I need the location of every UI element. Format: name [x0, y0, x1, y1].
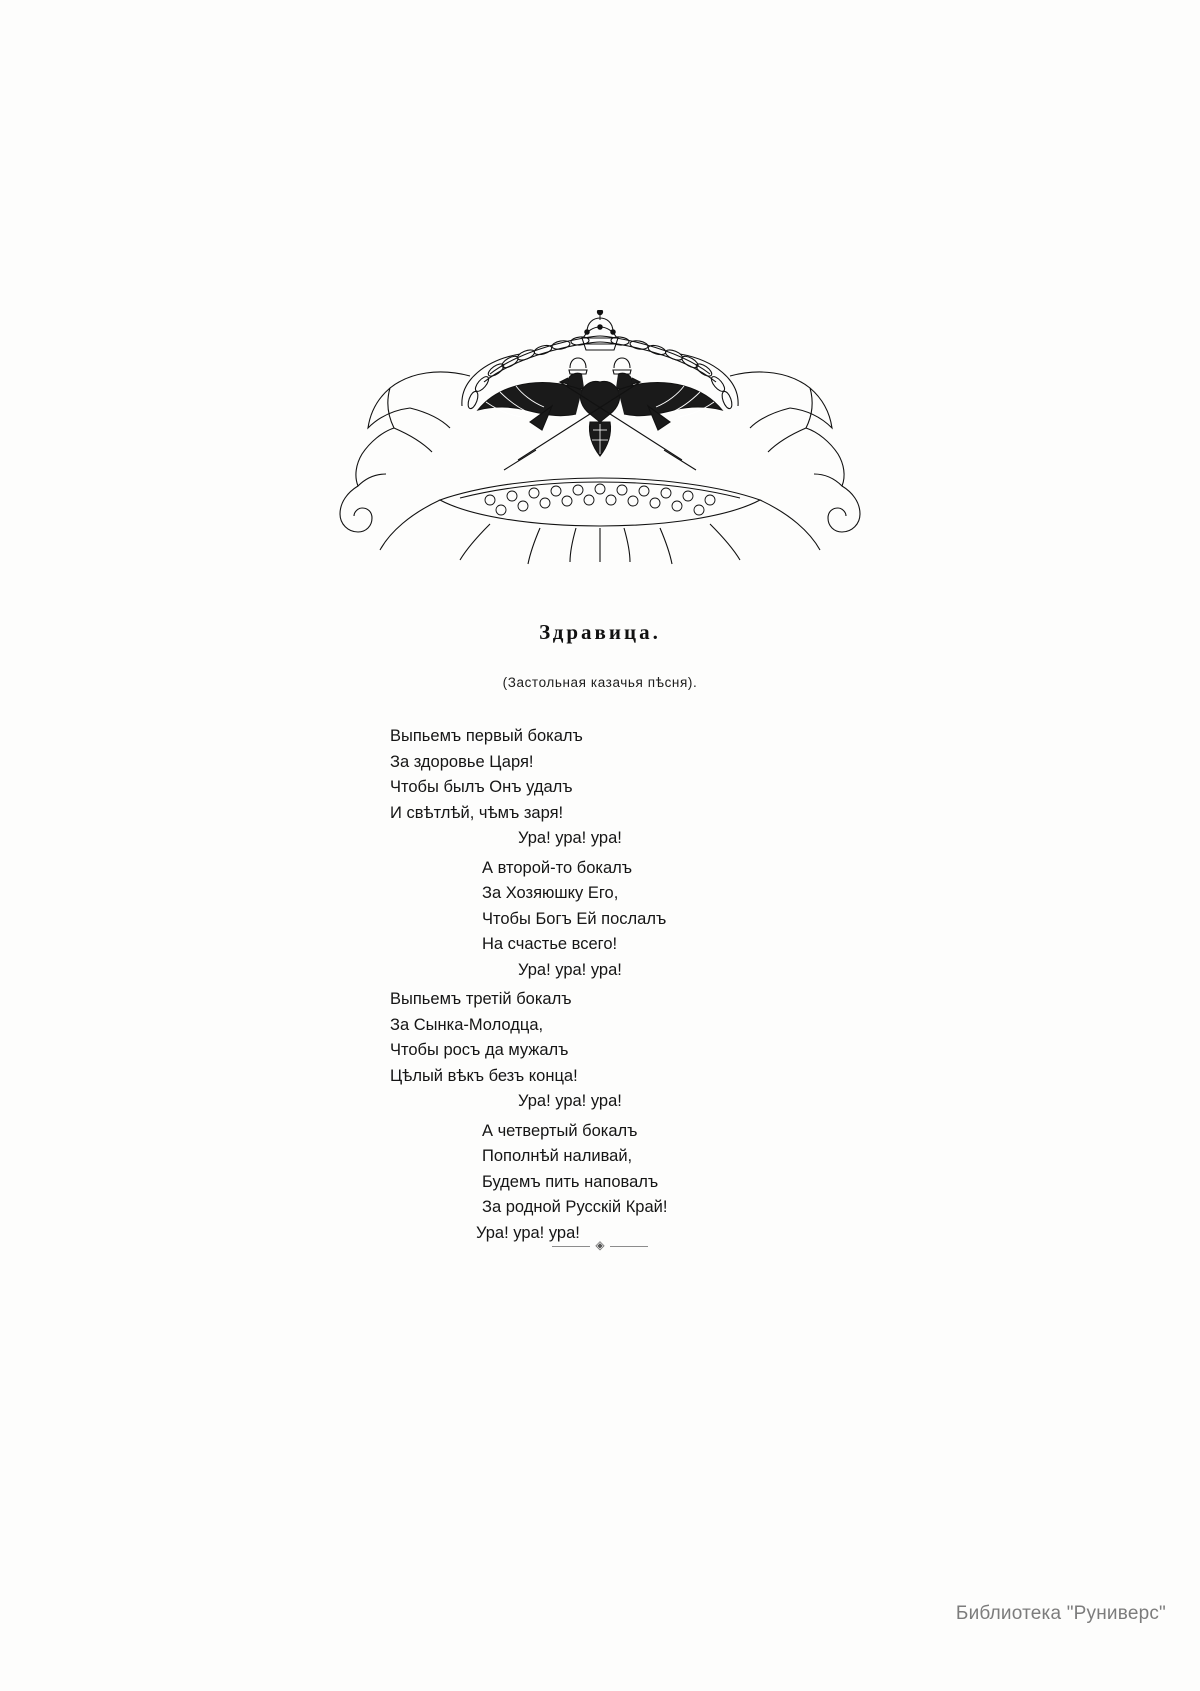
poem-line: Чтобы росъ да мужалъ [390, 1041, 569, 1059]
poem-line: За родной Русскій Край! [482, 1198, 668, 1216]
stanza [390, 987, 810, 1115]
small-ornament-divider-icon: ◈ [595, 1238, 605, 1252]
poem-line: И свѣтлѣй, чѣмъ заря! [390, 803, 564, 822]
poem-stanzas [390, 724, 810, 1250]
stanza [390, 724, 810, 852]
poem-line: Выпьемъ третій бокалъ [390, 990, 572, 1008]
poem-line: Выпьемъ первый бокалъ [390, 727, 583, 745]
poem-line: Чтобы Богъ Ей послалъ [482, 909, 667, 928]
poem-refrain: Ура! ура! ура! [518, 1092, 622, 1110]
poem-refrain: Ура! ура! ура! [476, 1223, 580, 1242]
poem-refrain: Ура! ура! ура! [518, 960, 622, 979]
poem-line: За Сынка-Молодца, [390, 1015, 544, 1034]
poem-line: Цѣлый вѣкъ безъ конца! [390, 1066, 578, 1085]
tailpiece-ornament [0, 1240, 1200, 1252]
poem-line: За Хозяюшку Его, [482, 884, 619, 902]
stanza [390, 1119, 810, 1247]
poem-line: Чтобы былъ Онъ удалъ [390, 778, 573, 796]
poem-line: На счастье всего! [482, 935, 618, 953]
poem-block [0, 620, 1200, 1250]
divider-rule-right [610, 1246, 648, 1247]
poem-line: Пополнѣй наливай, [482, 1147, 633, 1165]
poem-line: А четвертый бокалъ [482, 1121, 638, 1140]
poem-line: За здоровье Царя! [390, 752, 534, 771]
library-watermark: Библиотека "Руниверс" [955, 1603, 1166, 1624]
divider-rule-left [552, 1246, 590, 1247]
poem-line: Будемъ пить наповалъ [482, 1172, 659, 1191]
headpiece-vignette [0, 310, 1200, 570]
stanza [390, 856, 810, 984]
page-title: Здравица. [539, 620, 661, 644]
poem-line: А второй-то бокалъ [482, 858, 633, 877]
poem-refrain: Ура! ура! ура! [518, 829, 622, 847]
poem-subtitle: (Застольная казачья пѣсня). [502, 675, 698, 690]
